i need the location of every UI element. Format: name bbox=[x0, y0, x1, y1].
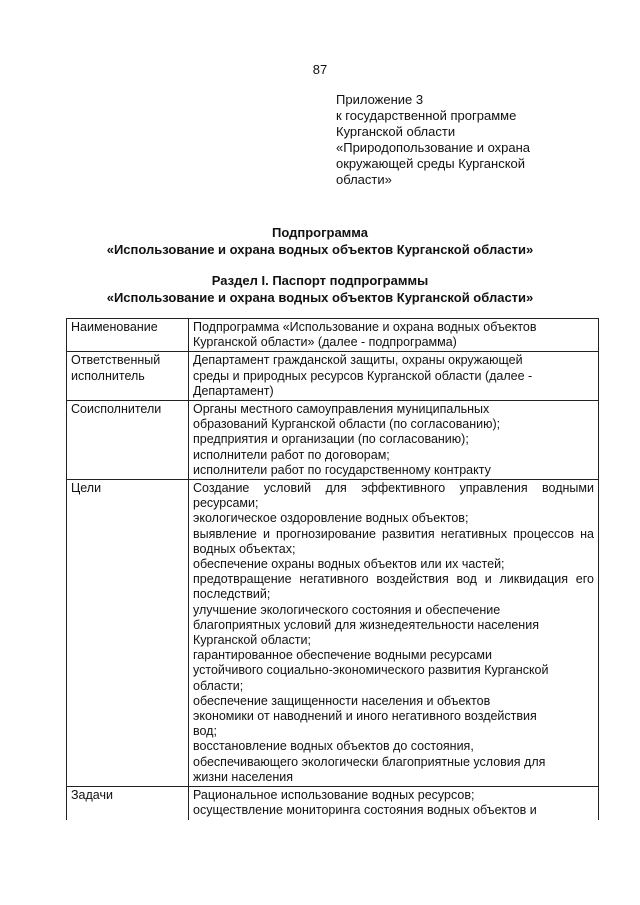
annex-line: Курганской области bbox=[336, 124, 456, 139]
section-title-line: Раздел I. Паспорт подпрограммы bbox=[211, 273, 429, 288]
value-line: Департамент гражданской защиты, охраны окружающей bbox=[193, 353, 523, 368]
row-label bbox=[67, 352, 189, 401]
annex-line: окружающей среды Курганской bbox=[336, 156, 526, 171]
table-row bbox=[67, 352, 599, 401]
subprogram-title bbox=[0, 224, 640, 258]
value-line: Органы местного самоуправления муниципальных bbox=[193, 402, 490, 417]
value-line: Курганской области; bbox=[193, 633, 311, 648]
value-line: Департамент) bbox=[193, 383, 274, 398]
table-row bbox=[67, 319, 599, 352]
value-line: восстановление водных объектов до состояния, bbox=[193, 739, 474, 754]
row-value bbox=[189, 480, 599, 787]
value-line: исполнители работ по договорам; bbox=[193, 447, 390, 462]
label-line: Соисполнители bbox=[71, 402, 162, 417]
value-line: Создание условий для эффективного управления водными ресурсами; bbox=[193, 481, 594, 511]
row-label bbox=[67, 319, 189, 352]
row-value bbox=[189, 319, 599, 352]
value-line: выявление и прогнозирование развития негативных процессов на водных объектах; bbox=[193, 526, 594, 556]
annex-line: к государственной программе bbox=[336, 108, 517, 123]
row-label bbox=[67, 480, 189, 787]
value-line: Подпрограмма «Использование и охрана водных объектов bbox=[193, 320, 537, 334]
label-line: Задачи bbox=[71, 788, 113, 803]
row-label bbox=[67, 787, 189, 820]
title-line: «Использование и охрана водных объектов Курганской области» bbox=[106, 242, 534, 257]
value-line: предотвращение негативного воздействия вод и ликвидация его последствий; bbox=[193, 572, 594, 602]
annex-line: области» bbox=[336, 172, 392, 187]
value-line: улучшение экологического состояния и обеспечение bbox=[193, 602, 501, 617]
table-row bbox=[67, 787, 599, 820]
value-line: среды и природных ресурсов Курганской области (далее - bbox=[193, 368, 533, 383]
table-row bbox=[67, 480, 599, 787]
annex-block bbox=[336, 92, 566, 188]
value-line: вод; bbox=[193, 724, 217, 739]
label-line: исполнитель bbox=[71, 368, 145, 383]
page-number: 87 bbox=[312, 62, 328, 77]
title-line: Подпрограмма bbox=[272, 225, 368, 240]
value-line: экономики от наводнений и иного негативного воздействия bbox=[193, 709, 537, 724]
passport-table bbox=[66, 318, 599, 820]
value-line: обеспечивающего экологически благоприятные условия для bbox=[193, 754, 546, 769]
value-line: исполнители работ по государственному контракту bbox=[193, 462, 491, 477]
value-line: экологическое оздоровление водных объектов; bbox=[193, 511, 469, 526]
label-line: Цели bbox=[71, 481, 102, 496]
value-line: Рациональное использование водных ресурсов; bbox=[193, 788, 475, 803]
row-value bbox=[189, 787, 599, 820]
value-line: Курганской области» (далее - подпрограмма) bbox=[193, 335, 457, 350]
section-title bbox=[0, 272, 640, 306]
annex-line: Приложение 3 bbox=[336, 92, 424, 107]
section-title-line: «Использование и охрана водных объектов Курганской области» bbox=[106, 290, 534, 305]
annex-line: «Природопользование и охрана bbox=[336, 140, 531, 155]
value-line: гарантированное обеспечение водными ресурсами bbox=[193, 648, 492, 663]
row-value bbox=[189, 401, 599, 480]
value-line: осуществление мониторинга состояния водных объектов и bbox=[193, 803, 537, 818]
value-line: благоприятных условий для жизнедеятельности населения bbox=[193, 617, 539, 632]
value-line: обеспечение охраны водных объектов или их частей; bbox=[193, 557, 505, 572]
row-label bbox=[67, 401, 189, 480]
value-line: жизни населения bbox=[193, 769, 293, 784]
value-line: предприятия и организации (по согласованию); bbox=[193, 432, 469, 447]
table-row bbox=[67, 401, 599, 480]
value-line: обеспечение защищенности населения и объектов bbox=[193, 693, 491, 708]
label-line: Ответственный bbox=[71, 353, 161, 368]
label-line: Наименование bbox=[71, 320, 158, 334]
row-value bbox=[189, 352, 599, 401]
value-line: области; bbox=[193, 678, 244, 693]
value-line: образований Курганской области (по согласованию); bbox=[193, 417, 501, 432]
value-line: устойчивого социально-экономического развития Курганской bbox=[193, 663, 549, 678]
